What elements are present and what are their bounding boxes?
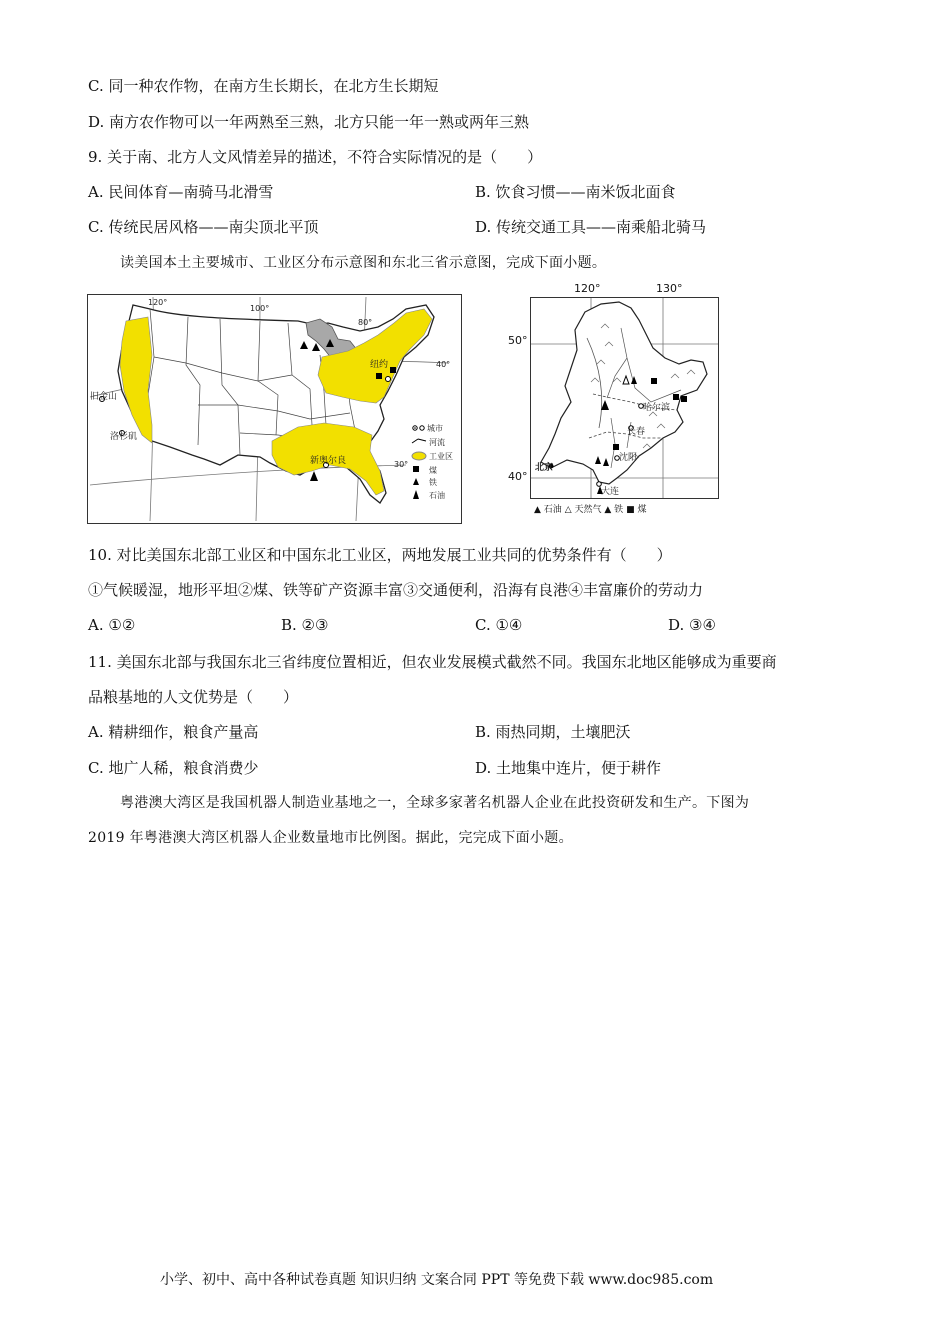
city-dalian: 大连 [601, 487, 620, 497]
ne-legend-coal: 煤 [637, 505, 647, 515]
industry-zone-west [120, 317, 152, 443]
iron-icon: ▲ [604, 505, 612, 515]
usa-lat-30: 30° [394, 460, 409, 469]
intro-maps: 读美国本土主要城市、工业区分布示意图和东北三省示意图，完成下面小题。 [120, 255, 607, 271]
city-beijing: 北京 [535, 463, 554, 473]
q11-option-b: B. 雨热同期，土壤肥沃 [475, 723, 631, 741]
ne-map-legend [534, 502, 646, 515]
q11-option-a: A. 精耕细作，粮食产量高 [88, 723, 259, 741]
city-san-francisco: 旧金山 [90, 392, 118, 402]
industry-zone-northeast [318, 309, 432, 403]
legend-iron: 铁 [429, 478, 437, 487]
usa-lon-100: 100° [250, 304, 270, 313]
q11-stem-line2: 品粮基地的人文优势是（ ） [88, 688, 299, 706]
usa-map-legend [410, 423, 462, 508]
q10-option-a: A. ①② [88, 616, 136, 634]
q11-stem-line1: 11. 美国东北部与我国东北三省纬度位置相近，但农业发展模式截然不同。我国东北地区能够成为重要商 [88, 653, 777, 671]
city-los-angeles: 洛杉矶 [110, 432, 138, 442]
ne-legend-gas: 天然气 [574, 505, 602, 515]
q10-option-c: C. ①④ [475, 616, 523, 634]
usa-map [87, 294, 462, 524]
q9-option-b: B. 饮食习惯——南米饭北面食 [475, 183, 676, 201]
ne-lat-40-label: 40° [508, 470, 528, 483]
city-new-york: 纽约 [370, 360, 389, 370]
q10-statements: ①气候暖湿，地形平坦②煤、铁等矿产资源丰富③交通便利，沿海有良港④丰富廉价的劳动力 [88, 581, 704, 599]
usa-map-figure [88, 295, 461, 523]
q11-option-d: D. 土地集中连片，便于耕作 [475, 759, 662, 777]
city-new-orleans: 新奥尔良 [310, 456, 347, 466]
q10-option-b: B. ②③ [281, 616, 329, 634]
page-footer: 小学、初中、高中各种试卷真题 知识归纳 文案合同 PPT 等免费下载 www.doc985.com [160, 1272, 714, 1288]
city-changchun: 长春 [627, 427, 646, 437]
city-harbin: 哈尔滨 [643, 403, 671, 413]
q10-stem: 10. 对比美国东北部工业区和中国东北工业区，两地发展工业共同的优势条件有（ ） [88, 546, 672, 564]
legend-river: 河流 [429, 438, 445, 447]
q11-option-c: C. 地广人稀，粮食消费少 [88, 759, 259, 777]
coal-icon: ■ [626, 505, 635, 515]
legend-oil: 石油 [429, 491, 445, 500]
ne-legend-oil: 石油 [543, 505, 562, 515]
legend-coal: 煤 [429, 466, 437, 475]
q9-stem: 9. 关于南、北方人文风情差异的描述，不符合实际情况的是（ ） [88, 148, 543, 166]
intro-robot-line2: 2019 年粤港澳大湾区机器人企业数量地市比例图。据此，完完成下面小题。 [88, 830, 573, 846]
legend-city: 城市 [427, 424, 443, 433]
intro-robot-line1: 粤港澳大湾区是我国机器人制造业基地之一，全球多家著名机器人企业在此投资研发和生产。下图为 [120, 795, 750, 811]
northeast-china-map [530, 297, 719, 499]
legend-industry: 工业区 [429, 452, 453, 461]
ne-map-figure [531, 298, 718, 498]
gas-icon: △ [564, 505, 572, 515]
q8-option-d: D. 南方农作物可以一年两熟至三熟，北方只能一年一熟或两年三熟 [88, 113, 530, 131]
ne-lat-50-label: 50° [508, 334, 528, 347]
ne-lon-130: 130° [656, 282, 683, 295]
q9-option-c: C. 传统民居风格——南尖顶北平顶 [88, 218, 319, 236]
usa-lon-80: 80° [358, 318, 373, 327]
city-shenyang: 沈阳 [619, 453, 638, 463]
usa-lat-40: 40° [436, 360, 451, 369]
ne-lon-120: 120° [574, 282, 601, 295]
q8-option-c: C. 同一种农作物，在南方生长期长，在北方生长期短 [88, 77, 439, 95]
q9-option-d: D. 传统交通工具——南乘船北骑马 [475, 218, 707, 236]
ne-legend-iron: 铁 [614, 505, 624, 515]
usa-lon-120: 120° [148, 298, 168, 307]
oil-icon: ▲ [534, 505, 541, 515]
q9-option-a: A. 民间体育—南骑马北滑雪 [88, 183, 274, 201]
q10-option-d: D. ③④ [668, 616, 716, 634]
